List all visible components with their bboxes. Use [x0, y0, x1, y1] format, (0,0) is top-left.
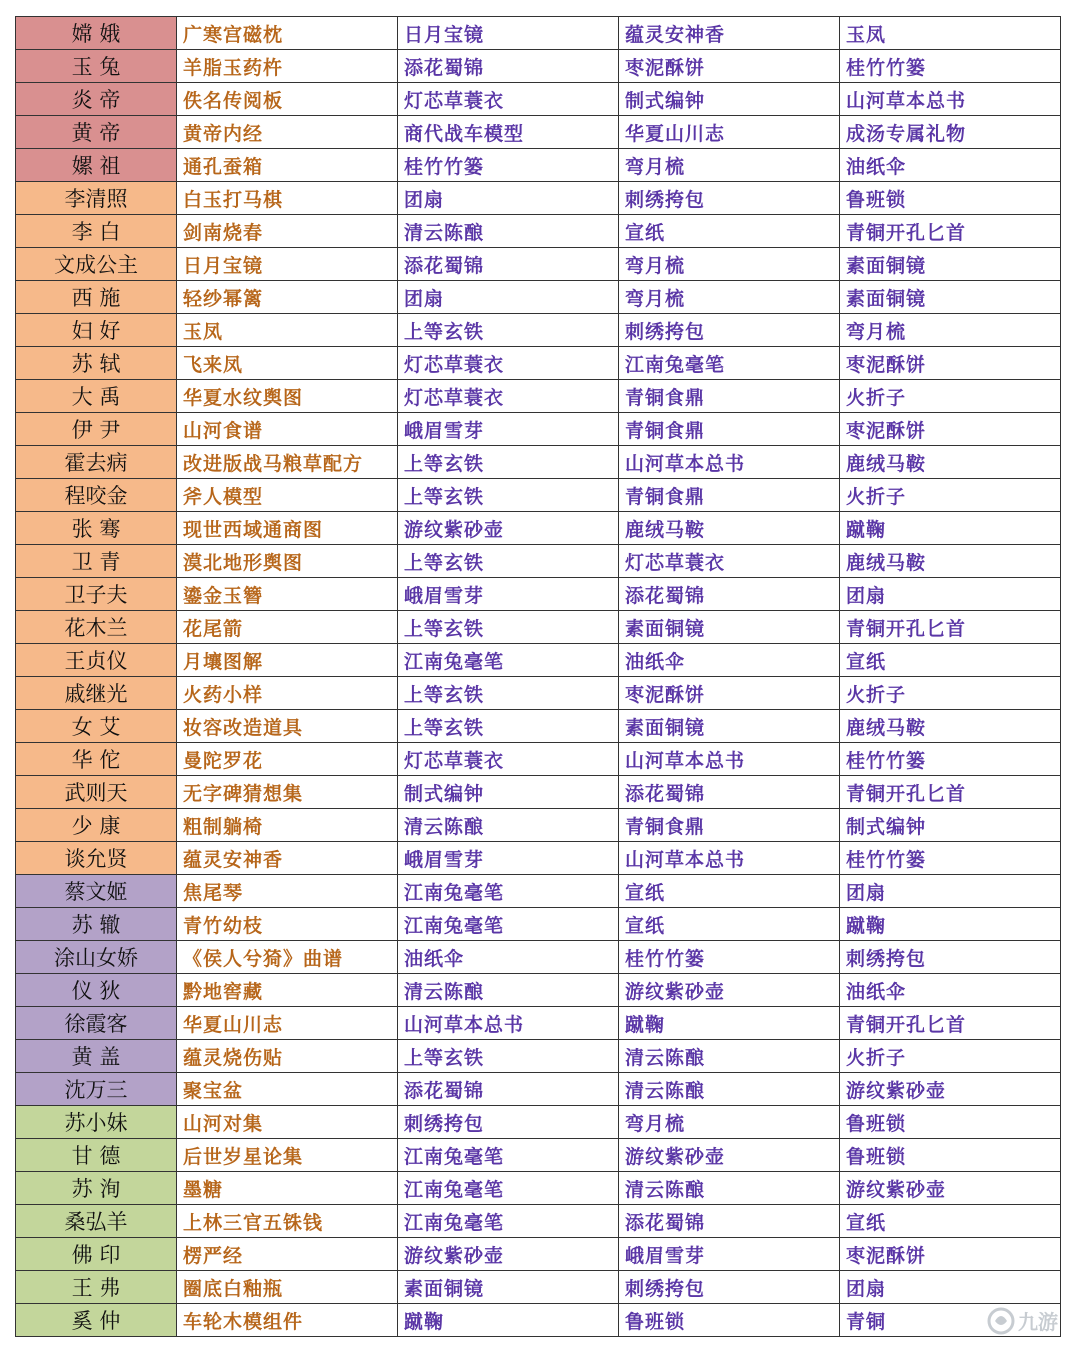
- gift-cell-4: 蹴鞠: [840, 512, 1061, 545]
- gift-cell-3: 弯月梳: [619, 149, 840, 182]
- gift-cell-3: 青铜食鼎: [619, 479, 840, 512]
- gift-cell-4: 山河草本总书: [840, 83, 1061, 116]
- character-name: 黄 帝: [16, 116, 177, 149]
- gift-cell-1: 漠北地形舆图: [177, 545, 398, 578]
- gift-cell-2: 刺绣挎包: [398, 1106, 619, 1139]
- gift-cell-3: 清云陈酿: [619, 1073, 840, 1106]
- gift-cell-2: 上等玄铁: [398, 611, 619, 644]
- table-row: [16, 1271, 1061, 1304]
- character-name: 伊 尹: [16, 413, 177, 446]
- gift-cell-1: 后世岁星论集: [177, 1139, 398, 1172]
- gift-cell-1: 蕴灵安神香: [177, 842, 398, 875]
- character-name: 仪 狄: [16, 974, 177, 1007]
- table-row: [16, 1238, 1061, 1271]
- gift-cell-4: 鲁班锁: [840, 1139, 1061, 1172]
- gift-cell-4: 枣泥酥饼: [840, 1238, 1061, 1271]
- gift-cell-2: 江南兔毫笔: [398, 1139, 619, 1172]
- gift-table-body: [16, 17, 1061, 1337]
- gift-table: [15, 16, 1061, 1337]
- character-name: 甘 德: [16, 1139, 177, 1172]
- gift-cell-4: 火折子: [840, 380, 1061, 413]
- gift-cell-4: 蹴鞠: [840, 908, 1061, 941]
- gift-cell-2: 上等玄铁: [398, 545, 619, 578]
- gift-cell-1: 月壤图解: [177, 644, 398, 677]
- character-name: 苏小妹: [16, 1106, 177, 1139]
- gift-cell-2: 上等玄铁: [398, 1040, 619, 1073]
- gift-cell-1: 改进版战马粮草配方: [177, 446, 398, 479]
- table-row: [16, 413, 1061, 446]
- character-name: 王贞仪: [16, 644, 177, 677]
- gift-cell-2: 上等玄铁: [398, 677, 619, 710]
- gift-cell-2: 清云陈酿: [398, 974, 619, 1007]
- gift-cell-2: 上等玄铁: [398, 314, 619, 347]
- gift-cell-1: 上林三官五铢钱: [177, 1205, 398, 1238]
- table-row: [16, 149, 1061, 182]
- gift-cell-1: 现世西域通商图: [177, 512, 398, 545]
- gift-cell-3: 华夏山川志: [619, 116, 840, 149]
- gift-cell-3: 山河草本总书: [619, 842, 840, 875]
- gift-cell-3: 素面铜镜: [619, 611, 840, 644]
- gift-cell-4: 枣泥酥饼: [840, 413, 1061, 446]
- gift-cell-3: 刺绣挎包: [619, 182, 840, 215]
- table-row: [16, 116, 1061, 149]
- character-name: 涂山女娇: [16, 941, 177, 974]
- gift-cell-3: 添花蜀锦: [619, 776, 840, 809]
- gift-cell-4: 刺绣挎包: [840, 941, 1061, 974]
- gift-cell-2: 蹴鞠: [398, 1304, 619, 1337]
- gift-cell-3: 鲁班锁: [619, 1304, 840, 1337]
- gift-cell-2: 制式编钟: [398, 776, 619, 809]
- gift-cell-2: 添花蜀锦: [398, 248, 619, 281]
- watermark-text: 九游: [1018, 1310, 1058, 1334]
- gift-cell-3: 灯芯草蓑衣: [619, 545, 840, 578]
- character-name: 花木兰: [16, 611, 177, 644]
- gift-cell-1: 无字碑猜想集: [177, 776, 398, 809]
- gift-cell-1: 山河食谱: [177, 413, 398, 446]
- gift-cell-1: 日月宝镜: [177, 248, 398, 281]
- gift-cell-4: 青铜开孔匕首: [840, 1007, 1061, 1040]
- gift-cell-2: 江南兔毫笔: [398, 644, 619, 677]
- gift-cell-3: 清云陈酿: [619, 1172, 840, 1205]
- gift-cell-3: 宣纸: [619, 215, 840, 248]
- gift-cell-2: 团扇: [398, 281, 619, 314]
- table-row: [16, 512, 1061, 545]
- character-name: 文成公主: [16, 248, 177, 281]
- character-name: 女 艾: [16, 710, 177, 743]
- gift-cell-1: 佚名传阅板: [177, 83, 398, 116]
- gift-cell-4: 鹿绒马鞍: [840, 545, 1061, 578]
- gift-cell-4: 团扇: [840, 875, 1061, 908]
- gift-cell-4: 素面铜镜: [840, 248, 1061, 281]
- gift-cell-3: 宣纸: [619, 908, 840, 941]
- table-row: [16, 215, 1061, 248]
- gift-cell-3: 刺绣挎包: [619, 314, 840, 347]
- gift-cell-3: 青铜食鼎: [619, 380, 840, 413]
- gift-cell-2: 游纹紫砂壶: [398, 512, 619, 545]
- table-row: [16, 248, 1061, 281]
- gift-cell-2: 游纹紫砂壶: [398, 1238, 619, 1271]
- gift-cell-1: 通孔蚕箱: [177, 149, 398, 182]
- character-name: 黄 盖: [16, 1040, 177, 1073]
- table-row: [16, 380, 1061, 413]
- gift-cell-1: 轻纱幂篱: [177, 281, 398, 314]
- gift-cell-4: 素面铜镜: [840, 281, 1061, 314]
- table-row: [16, 974, 1061, 1007]
- gift-cell-3: 桂竹竹篓: [619, 941, 840, 974]
- gift-cell-3: 江南兔毫笔: [619, 347, 840, 380]
- gift-cell-4: 团扇: [840, 1271, 1061, 1304]
- character-name: 张 骞: [16, 512, 177, 545]
- table-row: [16, 578, 1061, 611]
- jiuyou-logo-icon: [986, 1297, 1066, 1345]
- character-name: 蔡文姬: [16, 875, 177, 908]
- character-name: 武则天: [16, 776, 177, 809]
- gift-cell-2: 素面铜镜: [398, 1271, 619, 1304]
- table-row: [16, 1172, 1061, 1205]
- gift-cell-4: 玉凤: [840, 17, 1061, 50]
- gift-cell-4: 宣纸: [840, 1205, 1061, 1238]
- table-row: [16, 644, 1061, 677]
- gift-cell-4: 青铜: [840, 1304, 1061, 1337]
- gift-cell-3: 游纹紫砂壶: [619, 974, 840, 1007]
- gift-cell-4: 鹿绒马鞍: [840, 710, 1061, 743]
- gift-cell-1: 曼陀罗花: [177, 743, 398, 776]
- gift-cell-2: 日月宝镜: [398, 17, 619, 50]
- gift-cell-1: 华夏山川志: [177, 1007, 398, 1040]
- character-name: 少 康: [16, 809, 177, 842]
- character-name: 嫦 娥: [16, 17, 177, 50]
- gift-cell-3: 青铜食鼎: [619, 413, 840, 446]
- gift-cell-1: 鎏金玉簪: [177, 578, 398, 611]
- gift-cell-1: 飞来凤: [177, 347, 398, 380]
- gift-cell-4: 游纹紫砂壶: [840, 1172, 1061, 1205]
- gift-cell-4: 火折子: [840, 1040, 1061, 1073]
- gift-cell-3: 弯月梳: [619, 248, 840, 281]
- gift-cell-2: 油纸伞: [398, 941, 619, 974]
- gift-cell-3: 蕴灵安神香: [619, 17, 840, 50]
- gift-cell-4: 成汤专属礼物: [840, 116, 1061, 149]
- gift-cell-3: 添花蜀锦: [619, 1205, 840, 1238]
- gift-cell-1: 车轮木模组件: [177, 1304, 398, 1337]
- gift-cell-4: 火折子: [840, 677, 1061, 710]
- gift-cell-2: 江南兔毫笔: [398, 875, 619, 908]
- gift-cell-2: 峨眉雪芽: [398, 578, 619, 611]
- gift-cell-2: 清云陈酿: [398, 809, 619, 842]
- gift-cell-1: 山河对集: [177, 1106, 398, 1139]
- gift-cell-3: 游纹紫砂壶: [619, 1139, 840, 1172]
- character-name: 嫘 祖: [16, 149, 177, 182]
- character-name: 程咬金: [16, 479, 177, 512]
- gift-cell-1: 蕴灵烧伤贴: [177, 1040, 398, 1073]
- gift-cell-3: 枣泥酥饼: [619, 50, 840, 83]
- character-name: 妇 好: [16, 314, 177, 347]
- gift-cell-3: 油纸伞: [619, 644, 840, 677]
- table-row: [16, 1304, 1061, 1337]
- table-row: [16, 83, 1061, 116]
- gift-cell-3: 刺绣挎包: [619, 1271, 840, 1304]
- gift-cell-2: 清云陈酿: [398, 215, 619, 248]
- character-name: 苏 洵: [16, 1172, 177, 1205]
- table-row: [16, 842, 1061, 875]
- gift-cell-4: 桂竹竹篓: [840, 842, 1061, 875]
- gift-cell-4: 油纸伞: [840, 149, 1061, 182]
- gift-cell-3: 弯月梳: [619, 1106, 840, 1139]
- gift-cell-1: 楞严经: [177, 1238, 398, 1271]
- gift-cell-4: 团扇: [840, 578, 1061, 611]
- table-row: [16, 314, 1061, 347]
- table-row: [16, 941, 1061, 974]
- gift-cell-3: 山河草本总书: [619, 743, 840, 776]
- gift-cell-1: 墨糖: [177, 1172, 398, 1205]
- gift-cell-2: 上等玄铁: [398, 710, 619, 743]
- gift-cell-1: 广寒宫磁枕: [177, 17, 398, 50]
- gift-cell-3: 枣泥酥饼: [619, 677, 840, 710]
- character-name: 华 佗: [16, 743, 177, 776]
- gift-cell-3: 素面铜镜: [619, 710, 840, 743]
- gift-cell-4: 鲁班锁: [840, 182, 1061, 215]
- gift-cell-2: 上等玄铁: [398, 446, 619, 479]
- character-name: 卫子夫: [16, 578, 177, 611]
- gift-cell-1: 青竹幼枝: [177, 908, 398, 941]
- character-name: 徐霞客: [16, 1007, 177, 1040]
- character-name: 王 弗: [16, 1271, 177, 1304]
- gift-cell-1: 花尾箭: [177, 611, 398, 644]
- character-name: 桑弘羊: [16, 1205, 177, 1238]
- gift-cell-2: 江南兔毫笔: [398, 1172, 619, 1205]
- gift-cell-1: 白玉打马棋: [177, 182, 398, 215]
- table-row: [16, 545, 1061, 578]
- gift-cell-2: 灯芯草蓑衣: [398, 380, 619, 413]
- character-name: 霍去病: [16, 446, 177, 479]
- gift-cell-2: 峨眉雪芽: [398, 413, 619, 446]
- character-name: 李清照: [16, 182, 177, 215]
- gift-cell-2: 桂竹竹篓: [398, 149, 619, 182]
- table-row: [16, 479, 1061, 512]
- gift-cell-1: 《侯人兮猗》曲谱: [177, 941, 398, 974]
- table-row: [16, 1139, 1061, 1172]
- gift-cell-2: 灯芯草蓑衣: [398, 347, 619, 380]
- table-row: [16, 677, 1061, 710]
- gift-cell-2: 上等玄铁: [398, 479, 619, 512]
- table-row: [16, 875, 1061, 908]
- gift-cell-4: 火折子: [840, 479, 1061, 512]
- gift-cell-4: 宣纸: [840, 644, 1061, 677]
- gift-cell-3: 青铜食鼎: [619, 809, 840, 842]
- gift-cell-4: 枣泥酥饼: [840, 347, 1061, 380]
- gift-cell-4: 青铜开孔匕首: [840, 215, 1061, 248]
- gift-cell-4: 鲁班锁: [840, 1106, 1061, 1139]
- gift-cell-2: 灯芯草蓑衣: [398, 83, 619, 116]
- gift-cell-1: 火药小样: [177, 677, 398, 710]
- gift-cell-3: 峨眉雪芽: [619, 1238, 840, 1271]
- gift-cell-2: 江南兔毫笔: [398, 1205, 619, 1238]
- table-row: [16, 710, 1061, 743]
- table-row: [16, 1205, 1061, 1238]
- gift-cell-2: 山河草本总书: [398, 1007, 619, 1040]
- gift-cell-1: 妆容改造道具: [177, 710, 398, 743]
- table-row: [16, 1040, 1061, 1073]
- table-row: [16, 347, 1061, 380]
- character-name: 佛 印: [16, 1238, 177, 1271]
- gift-cell-1: 焦尾琴: [177, 875, 398, 908]
- table-row: [16, 50, 1061, 83]
- table-row: [16, 182, 1061, 215]
- gift-cell-3: 宣纸: [619, 875, 840, 908]
- character-name: 大 禹: [16, 380, 177, 413]
- character-name: 奚 仲: [16, 1304, 177, 1337]
- gift-cell-4: 桂竹竹篓: [840, 743, 1061, 776]
- table-row: [16, 1007, 1061, 1040]
- gift-cell-4: 青铜开孔匕首: [840, 611, 1061, 644]
- gift-cell-4: 弯月梳: [840, 314, 1061, 347]
- gift-cell-3: 弯月梳: [619, 281, 840, 314]
- table-row: [16, 809, 1061, 842]
- character-name: 卫 青: [16, 545, 177, 578]
- table-row: [16, 446, 1061, 479]
- character-name: 西 施: [16, 281, 177, 314]
- character-name: 谈允贤: [16, 842, 177, 875]
- gift-cell-2: 添花蜀锦: [398, 1073, 619, 1106]
- gift-cell-1: 黄帝内经: [177, 116, 398, 149]
- table-row: [16, 776, 1061, 809]
- gift-cell-1: 羊脂玉药杵: [177, 50, 398, 83]
- table-row: [16, 1073, 1061, 1106]
- gift-cell-1: 剑南烧春: [177, 215, 398, 248]
- gift-cell-4: 鹿绒马鞍: [840, 446, 1061, 479]
- gift-cell-4: 桂竹竹篓: [840, 50, 1061, 83]
- table-row: [16, 281, 1061, 314]
- gift-cell-2: 团扇: [398, 182, 619, 215]
- gift-cell-1: 黔地窖藏: [177, 974, 398, 1007]
- character-name: 玉 兔: [16, 50, 177, 83]
- table-row: [16, 17, 1061, 50]
- character-name: 苏 辙: [16, 908, 177, 941]
- gift-cell-3: 清云陈酿: [619, 1040, 840, 1073]
- gift-cell-3: 鹿绒马鞍: [619, 512, 840, 545]
- character-name: 戚继光: [16, 677, 177, 710]
- character-name: 李 白: [16, 215, 177, 248]
- gift-cell-3: 蹴鞠: [619, 1007, 840, 1040]
- gift-cell-1: 华夏水纹舆图: [177, 380, 398, 413]
- gift-cell-2: 江南兔毫笔: [398, 908, 619, 941]
- gift-cell-3: 制式编钟: [619, 83, 840, 116]
- gift-cell-4: 制式编钟: [840, 809, 1061, 842]
- gift-cell-1: 粗制躺椅: [177, 809, 398, 842]
- gift-cell-2: 添花蜀锦: [398, 50, 619, 83]
- table-row: [16, 743, 1061, 776]
- table-row: [16, 611, 1061, 644]
- gift-cell-1: 圈底白釉瓶: [177, 1271, 398, 1304]
- gift-cell-4: 青铜开孔匕首: [840, 776, 1061, 809]
- gift-cell-1: 玉凤: [177, 314, 398, 347]
- gift-cell-2: 灯芯草蓑衣: [398, 743, 619, 776]
- gift-cell-2: 商代战车模型: [398, 116, 619, 149]
- character-name: 苏 轼: [16, 347, 177, 380]
- gift-cell-4: 油纸伞: [840, 974, 1061, 1007]
- character-name: 炎 帝: [16, 83, 177, 116]
- gift-cell-1: 斧人模型: [177, 479, 398, 512]
- gift-cell-3: 山河草本总书: [619, 446, 840, 479]
- table-row: [16, 1106, 1061, 1139]
- gift-cell-2: 峨眉雪芽: [398, 842, 619, 875]
- character-name: 沈万三: [16, 1073, 177, 1106]
- gift-cell-3: 添花蜀锦: [619, 578, 840, 611]
- gift-cell-1: 聚宝盆: [177, 1073, 398, 1106]
- gift-cell-4: 游纹紫砂壶: [840, 1073, 1061, 1106]
- table-row: [16, 908, 1061, 941]
